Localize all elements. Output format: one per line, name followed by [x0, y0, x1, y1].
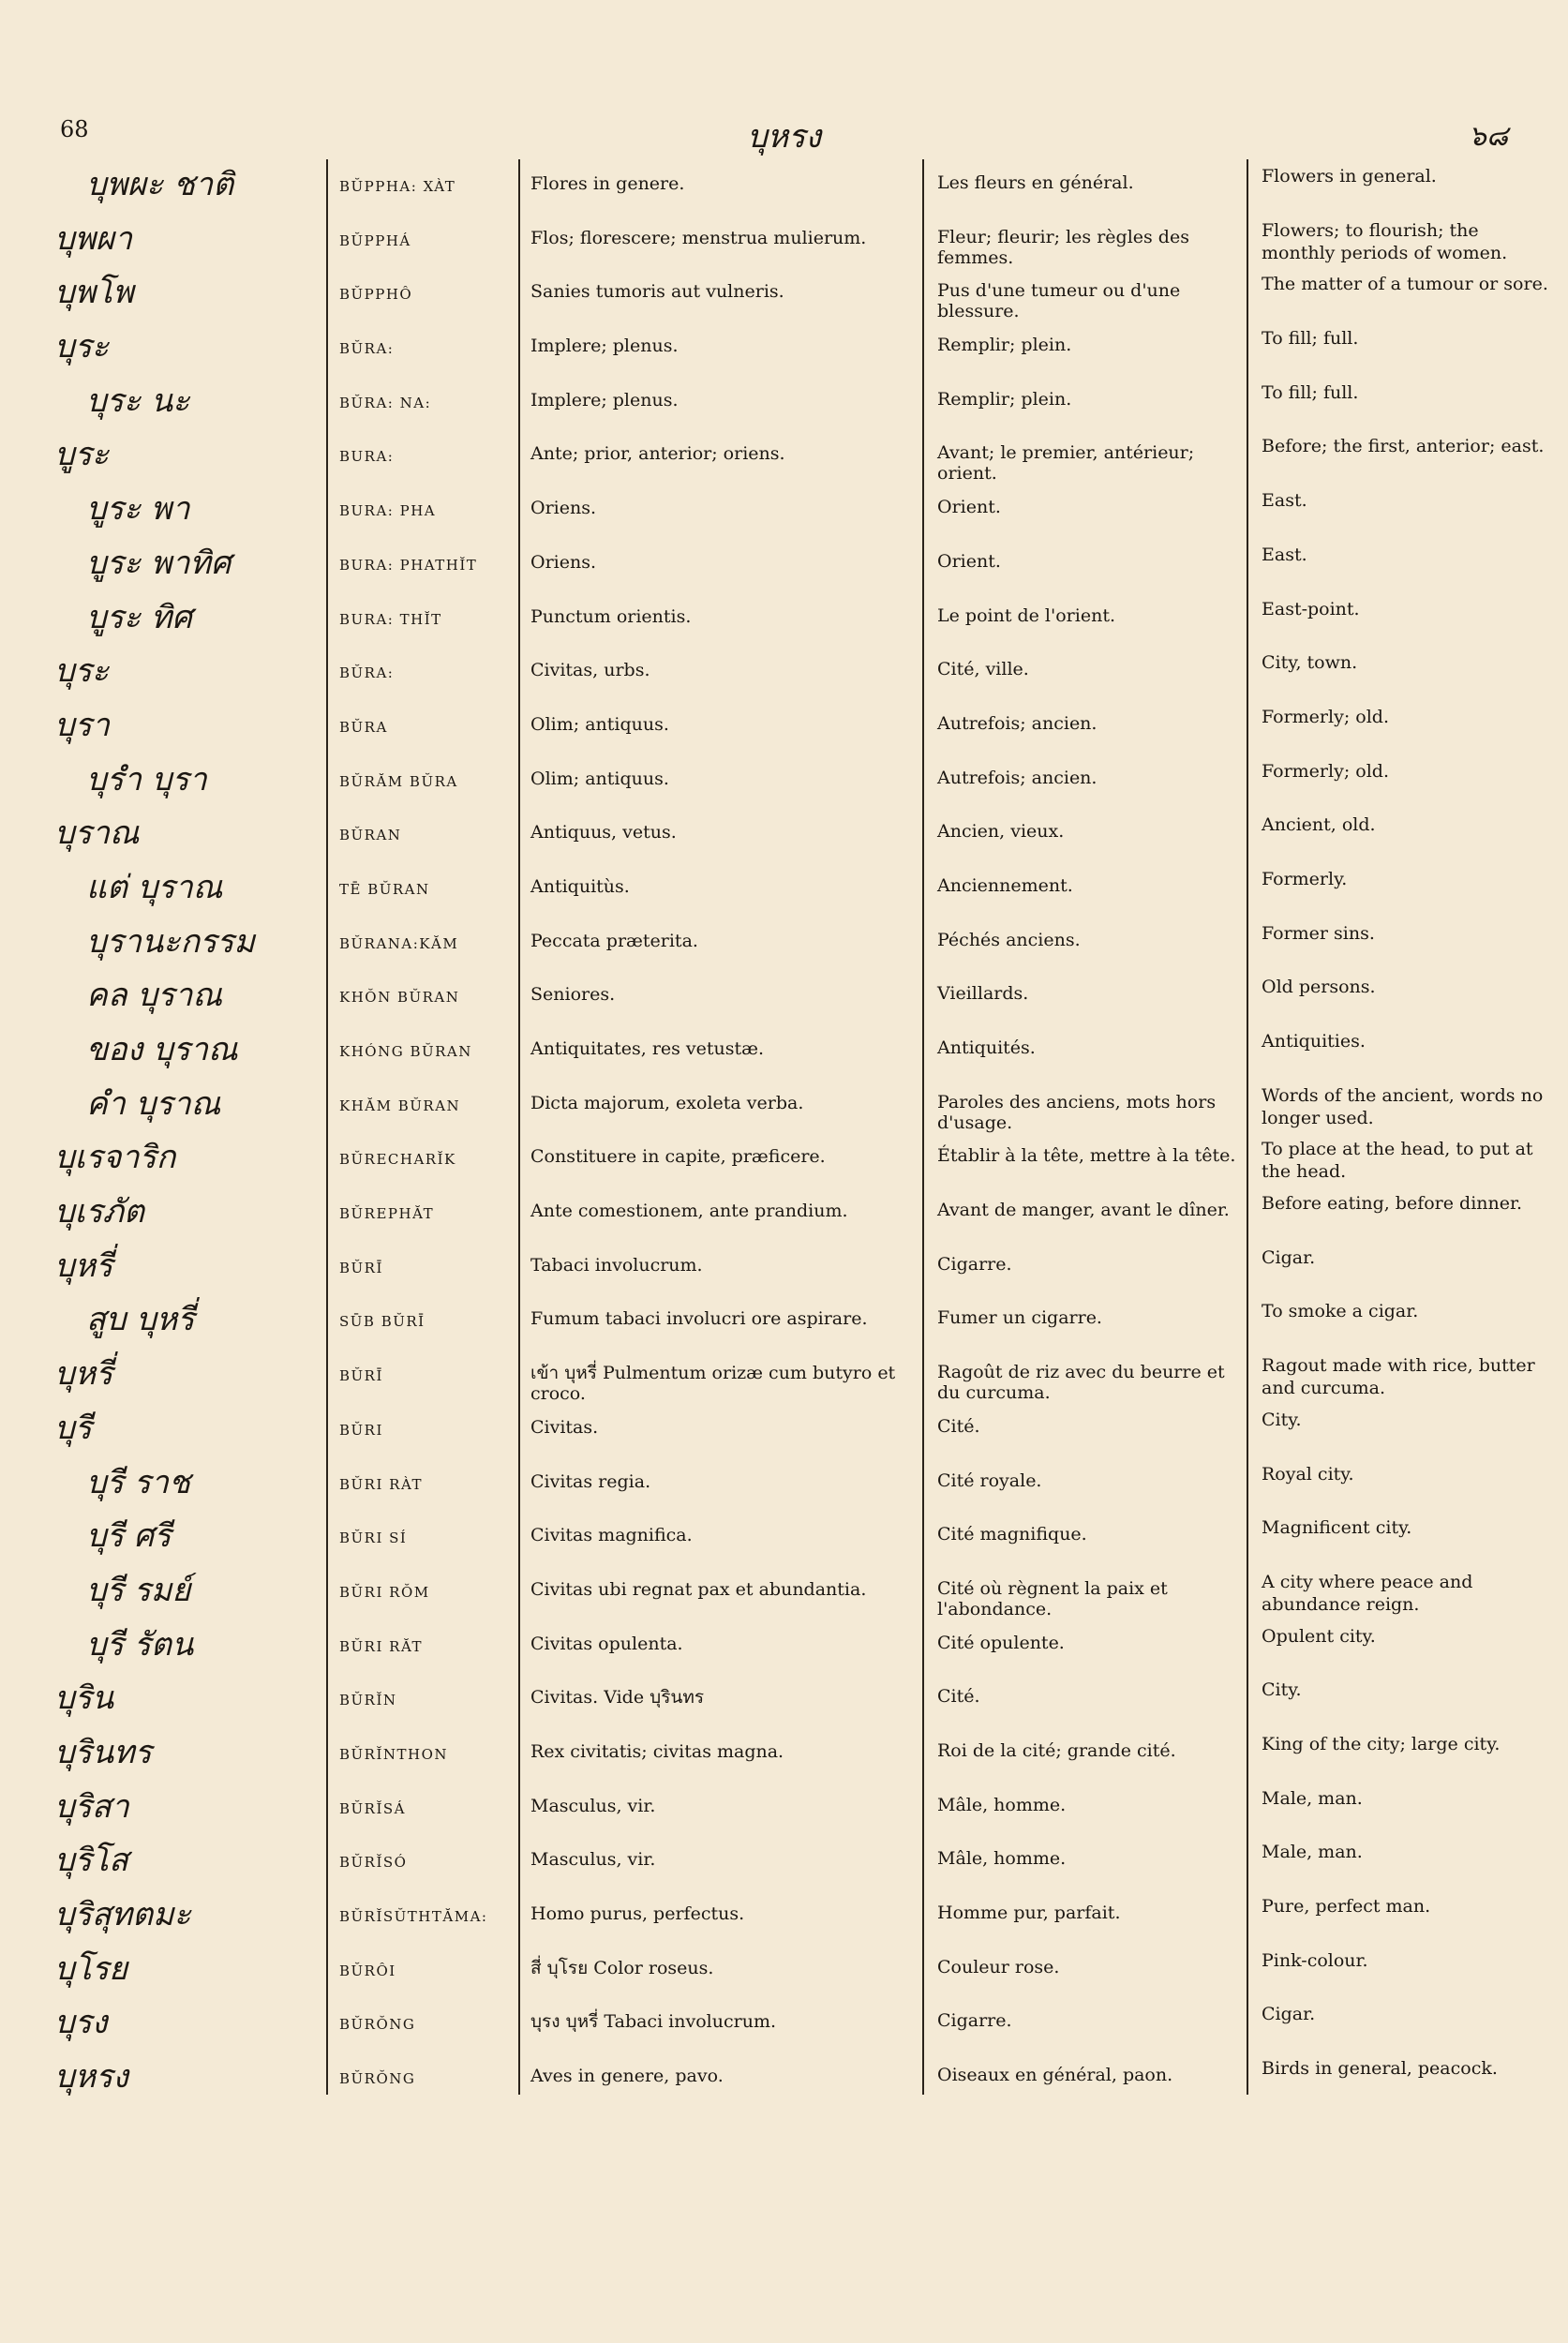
entry-french: Établir à la tête, mettre à la tête. [937, 1145, 1236, 1167]
entry-french: Autrefois; ancien. [937, 712, 1098, 734]
entry-latin: Flores in genere. [530, 173, 685, 194]
entry-romanization: BŬPPHÁ [339, 231, 411, 249]
entry-romanization: BURA: PHATHĬT [339, 556, 478, 574]
entry-french: Remplir; plein. [937, 388, 1072, 410]
entry-thai-headword: บุระ นะ [86, 381, 190, 420]
dictionary-entry [0, 590, 1568, 645]
entry-english: Flowers; to flourish; the monthly periods of women. [1262, 219, 1508, 263]
entry-english: To smoke a cigar. [1262, 1301, 1419, 1322]
entry-romanization: BURA: [339, 448, 395, 466]
dictionary-entry [0, 1888, 1568, 1942]
page-header [0, 111, 1568, 157]
entry-french: Mâle, homme. [937, 1848, 1067, 1870]
entry-thai-headword: บุรี รมย์ [86, 1571, 191, 1609]
dictionary-entry [0, 806, 1568, 860]
entry-romanization: BŬRI RŎM [339, 1583, 430, 1601]
entry-romanization: TĒ BŬRAN [339, 880, 430, 898]
entry-romanization: KHĂM BŬRAN [339, 1097, 461, 1114]
entry-romanization: BŬPPHÔ [339, 286, 413, 304]
entry-french: Remplir; plein. [937, 335, 1072, 356]
dictionary-entry [0, 698, 1568, 753]
dictionary-entry [0, 1022, 1568, 1077]
entry-english: City. [1262, 1409, 1302, 1430]
entry-latin: Implere; plenus. [530, 336, 679, 357]
entry-thai-headword: บุริสา [54, 1787, 129, 1826]
entry-english: Flowers in general. [1262, 166, 1437, 187]
dictionary-entry [0, 1725, 1568, 1780]
entry-thai-headword: บุพผา [54, 219, 133, 258]
entry-english: East. [1262, 490, 1307, 512]
entry-latin: Civitas magnifica. [530, 1525, 693, 1546]
dictionary-entry [0, 860, 1568, 915]
dictionary-entry [0, 1995, 1568, 2050]
entry-latin: Masculus, vir. [530, 1795, 656, 1816]
dictionary-entry [0, 1563, 1568, 1618]
entry-french: Oiseaux en général, paon. [937, 2065, 1173, 2086]
entry-latin: Implere; plenus. [530, 389, 679, 410]
entry-romanization: BŬRA: NA: [339, 394, 432, 411]
entry-french: Autrefois; ancien. [937, 767, 1098, 788]
entry-english: Ragout made with rice, butter and curcuma. [1262, 1355, 1535, 1399]
entry-latin: Rex civitatis; civitas magna. [530, 1740, 784, 1762]
entry-english: Old persons. [1262, 977, 1376, 998]
entry-latin: สี่ บุโรย Color roseus. [530, 1957, 714, 1978]
entry-thai-headword: สูบ บุหรี่ [86, 1301, 195, 1339]
entry-french: Mâle, homme. [937, 1794, 1067, 1815]
entry-thai-headword: บุพโพ [54, 274, 134, 312]
entry-english: To place at the head, to put at the head. [1262, 1139, 1533, 1183]
entry-latin: Flos; florescere; menstrua mulierum. [530, 227, 867, 248]
entry-french: Cité où règnent la paix et l'abondance. [937, 1577, 1168, 1619]
dictionary-entry [0, 968, 1568, 1022]
entry-english: City. [1262, 1679, 1302, 1701]
entry-english: Ancient, old. [1262, 814, 1376, 836]
entry-english: Antiquities. [1262, 1031, 1366, 1052]
dictionary-entry [0, 1130, 1568, 1185]
dictionary-entry [0, 1509, 1568, 1563]
entry-french: Cité. [937, 1415, 980, 1437]
entry-thai-headword: บุระ [54, 328, 110, 366]
entry-english: Former sins. [1262, 922, 1375, 944]
entry-latin: Civitas. Vide บุรินทร [530, 1687, 705, 1709]
entry-latin: บุรง บุหรี่ Tabaci involucrum. [530, 2011, 777, 2033]
entry-latin: Civitas regia. [530, 1470, 651, 1492]
entry-french: Antiquités. [937, 1037, 1036, 1058]
entry-thai-headword: บุรินทร [54, 1733, 152, 1771]
entry-thai-headword: บูระ พา [86, 490, 190, 529]
entry-romanization: SŪB BŬRĪ [339, 1313, 426, 1331]
dictionary-entry [0, 1401, 1568, 1455]
entry-french: Les fleurs en général. [937, 172, 1134, 193]
entry-latin: Punctum orientis. [530, 605, 692, 627]
entry-latin: Seniores. [530, 984, 616, 1006]
entry-thai-headword: ของ บุราณ [86, 1031, 238, 1068]
entry-romanization: BŬRAN [339, 827, 402, 844]
entry-latin: Antiquus, vetus. [530, 822, 677, 843]
entry-latin: Masculus, vir. [530, 1849, 656, 1871]
entry-latin: Tabaci involucrum. [530, 1254, 703, 1276]
entry-english: East. [1262, 544, 1307, 565]
entry-english: Cigar. [1262, 2004, 1316, 2025]
entry-thai-headword: บุริโส [54, 1842, 128, 1880]
entry-romanization: BŬRĬSÓ [339, 1854, 408, 1872]
entry-romanization: BŬRŎNG [339, 2016, 416, 2034]
entry-french: Ancien, vieux. [937, 821, 1065, 843]
entry-latin: Constituere in capite, præficere. [530, 1146, 826, 1168]
entry-latin: Ante comestionem, ante prandium. [530, 1201, 848, 1222]
entry-romanization: BŬRI RÀT [339, 1475, 423, 1493]
entry-french: Cigarre. [937, 2010, 1012, 2032]
entry-thai-headword: บุรง [54, 2004, 108, 2042]
entry-french: Cité magnifique. [937, 1524, 1087, 1545]
entry-latin: Fumum tabaci involucri ore aspirare. [530, 1308, 868, 1330]
dictionary-entry [0, 320, 1568, 374]
entry-french: Cigarre. [937, 1253, 1012, 1275]
entry-latin: Homo purus, perfectus. [530, 1903, 745, 1924]
entry-french: Cité royale. [937, 1470, 1042, 1491]
entry-latin: Civitas opulenta. [530, 1633, 683, 1654]
entry-french: Orient. [937, 497, 1001, 518]
entry-english: Formerly. [1262, 868, 1348, 889]
entry-thai-headword: บุราณ [54, 814, 140, 853]
entry-romanization: BŬRÔI [339, 1962, 396, 1979]
entry-english: City, town. [1262, 652, 1358, 674]
entry-latin: Dicta majorum, exoleta verba. [530, 1092, 804, 1113]
entry-romanization: BŬRĬSŬTHTĂMA: [339, 1908, 488, 1925]
entry-romanization: BŬRĬSÁ [339, 1799, 406, 1817]
entry-english: Cigar. [1262, 1246, 1316, 1268]
dictionary-entry [0, 536, 1568, 590]
entry-latin: Oriens. [530, 498, 597, 519]
entry-thai-headword: บูระ พาทิศ [86, 544, 231, 582]
entry-french: Vieillards. [937, 983, 1029, 1005]
entry-french: Le point de l'orient. [937, 604, 1115, 626]
entry-english: To fill; full. [1262, 381, 1359, 403]
entry-english: Formerly; old. [1262, 706, 1389, 727]
entry-thai-headword: บุริน [54, 1679, 114, 1718]
entry-english: Magnificent city. [1262, 1517, 1412, 1539]
entry-french: Roi de la cité; grande cité. [937, 1739, 1176, 1761]
entry-latin: Civitas. [530, 1416, 599, 1438]
entry-french: Fumer un cigarre. [937, 1307, 1102, 1329]
entry-english: Before; the first, anterior; east. [1262, 436, 1545, 457]
dictionary-entry [0, 1942, 1568, 1996]
dictionary-entry [0, 915, 1568, 969]
entry-romanization: BŬRŎNG [339, 2070, 416, 2088]
entry-thai-headword: บูระ [54, 436, 110, 474]
dictionary-entry [0, 753, 1568, 807]
entry-romanization: BŬRI RĂT [339, 1637, 423, 1655]
entry-french: Péchés anciens. [937, 929, 1081, 950]
dictionary-entry [0, 212, 1568, 266]
thai-page-number: ๖๘ [1468, 120, 1508, 153]
entry-english: Male, man. [1262, 1787, 1363, 1809]
dictionary-entry [0, 1185, 1568, 1239]
entry-thai-headword: คล บุราณ [86, 977, 222, 1015]
entry-latin: Oriens. [530, 551, 597, 573]
entry-english: Pink-colour. [1262, 1949, 1368, 1971]
entry-romanization: BŬRĬN [339, 1692, 397, 1709]
entry-romanization: BŬRĬNTHON [339, 1745, 449, 1763]
entry-romanization: BŬRA: [339, 340, 395, 358]
entry-thai-headword: บุเรจาริก [54, 1139, 176, 1177]
entry-latin: Peccata præterita. [530, 930, 698, 951]
entry-english: Birds in general, peacock. [1262, 2058, 1498, 2080]
entry-thai-headword: แต่ บุราณ [86, 868, 223, 906]
entry-latin: Antiquitùs. [530, 875, 630, 897]
dictionary-entry [0, 644, 1568, 698]
entry-thai-headword: บุโรย [54, 1949, 128, 1988]
dictionary-entry [0, 427, 1568, 485]
entry-english: East-point. [1262, 598, 1360, 619]
entry-french: Cité. [937, 1686, 980, 1708]
entry-thai-headword: บุหรี่ [54, 1355, 113, 1394]
entry-thai-headword: บุระ [54, 652, 110, 691]
entry-romanization: BŬRA: [339, 664, 395, 682]
entry-latin: Olim; antiquus. [530, 768, 669, 789]
entry-thai-headword: บุหรง [54, 2058, 128, 2097]
entry-french: Cité opulente. [937, 1632, 1065, 1653]
entry-english: Words of the ancient, words no longer used. [1262, 1084, 1544, 1128]
entry-romanization: BŬRĪ [339, 1259, 383, 1276]
entry-thai-headword: บุรา [54, 706, 110, 744]
entry-thai-headword: บุรี [54, 1409, 92, 1447]
entry-french: Couleur rose. [937, 1956, 1060, 1977]
entry-romanization: KHŎN BŬRAN [339, 989, 460, 1007]
entry-thai-headword: บุหรี่ [54, 1246, 113, 1285]
entry-romanization: BŬPPHA: XÀT [339, 178, 456, 195]
entry-romanization: BŬRĪ [339, 1367, 383, 1385]
dictionary-entry [0, 2050, 1568, 2104]
dictionary-entry [0, 1292, 1568, 1347]
entry-thai-headword: บุริสุทตมะ [54, 1896, 191, 1933]
entry-romanization: KHÓNG BŬRAN [339, 1043, 472, 1060]
entry-list [0, 157, 1568, 2104]
entry-english: The matter of a tumour or sore. [1262, 274, 1548, 295]
entry-english: To fill; full. [1262, 328, 1359, 350]
entry-latin: Ante; prior, anterior; oriens. [530, 443, 785, 465]
entry-romanization: BŬRI SÍ [339, 1530, 408, 1547]
entry-english: Male, man. [1262, 1842, 1363, 1863]
entry-romanization: BURA: THĬT [339, 610, 442, 628]
entry-romanization: BŬREPHĂT [339, 1205, 435, 1223]
entry-thai-headword: บุรี ราช [86, 1463, 191, 1501]
entry-latin: Antiquitates, res vetustæ. [530, 1038, 765, 1059]
dictionary-entry [0, 265, 1568, 320]
entry-thai-headword: บุรี รัตน [86, 1625, 194, 1664]
entry-latin: Aves in genere, pavo. [530, 2066, 724, 2087]
entry-french: Orient. [937, 550, 1001, 572]
dictionary-entry [0, 482, 1568, 536]
entry-romanization: BURA: PHA [339, 502, 437, 520]
entry-romanization: BŬRA [339, 718, 388, 736]
entry-latin: เข้า บุหรี่ Pulmentum orizæ cum butyro et croco. [530, 1363, 896, 1405]
dictionary-entry [0, 1077, 1568, 1131]
entry-french: Paroles des anciens, mots hors d'usage. [937, 1091, 1217, 1133]
entry-english: King of the city; large city. [1262, 1733, 1501, 1754]
dictionary-entry [0, 374, 1568, 428]
dictionary-entry [0, 1347, 1568, 1405]
dictionary-entry [0, 1671, 1568, 1725]
entry-english: Royal city. [1262, 1463, 1354, 1485]
entry-thai-headword: บุพผะ ชาติ [86, 166, 234, 203]
entry-latin: Olim; antiquus. [530, 713, 669, 735]
entry-latin: Civitas ubi regnat pax et abundantia. [530, 1578, 867, 1600]
dictionary-entry [0, 1780, 1568, 1834]
page-number: 68 [60, 116, 89, 142]
entry-french: Pus d'une tumeur ou d'une blessure. [937, 280, 1181, 322]
entry-thai-headword: บุรี ศรี [86, 1517, 172, 1556]
entry-french: Avant; le premier, antérieur; orient. [937, 442, 1195, 485]
entry-latin: Sanies tumoris aut vulneris. [530, 281, 784, 303]
entry-english: Before eating, before dinner. [1262, 1193, 1523, 1215]
entry-french: Ragoût de riz avec du beurre et du curcuma. [937, 1362, 1225, 1404]
dictionary-entry [0, 1618, 1568, 1672]
entry-thai-headword: บุรานะกรรม [86, 922, 255, 961]
entry-french: Anciennement. [937, 874, 1073, 896]
dictionary-entry [0, 1239, 1568, 1293]
entry-latin: Civitas, urbs. [530, 660, 650, 681]
entry-thai-headword: บูระ ทิศ [86, 598, 192, 636]
entry-english: Pure, perfect man. [1262, 1896, 1431, 1917]
entry-romanization: BŬRECHARĬK [339, 1151, 456, 1169]
entry-thai-headword: บุเรภัต [54, 1193, 144, 1231]
entry-english: A city where peace and abundance reign. [1262, 1571, 1473, 1615]
entry-french: Fleur; fleurir; les règles des femmes. [937, 226, 1189, 268]
entry-thai-headword: บุรำ บุรา [86, 760, 207, 798]
entry-thai-headword: คำ บุราณ [86, 1084, 221, 1123]
entry-french: Cité, ville. [937, 659, 1029, 680]
entry-english: Formerly; old. [1262, 760, 1389, 782]
entry-english: Opulent city. [1262, 1625, 1376, 1647]
running-head: บุหรง [747, 118, 821, 156]
entry-romanization: BŬRI [339, 1421, 383, 1439]
entry-french: Avant de manger, avant le dîner. [937, 1200, 1230, 1221]
dictionary-entry [0, 1455, 1568, 1510]
entry-romanization: BŬRĂM BŬRA [339, 772, 458, 790]
dictionary-entry [0, 157, 1568, 212]
dictionary-entry [0, 1833, 1568, 1888]
entry-romanization: BŬRANA:KĂM [339, 934, 459, 952]
entry-french: Homme pur, parfait. [937, 1903, 1121, 1923]
